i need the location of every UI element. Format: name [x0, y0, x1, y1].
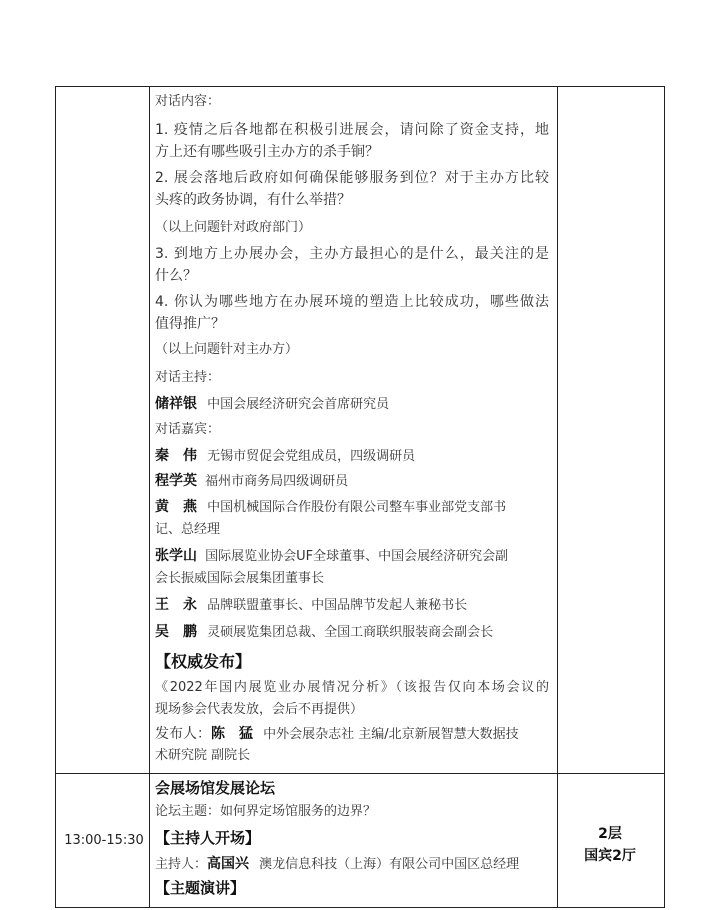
session-time: 13:00-15:30 — [64, 833, 144, 848]
guest-row — [155, 623, 493, 642]
column-divider — [557, 87, 558, 907]
guest-title: 福州市商务局四级调研员 — [205, 474, 349, 489]
host-title: 中国会展经济研究会首席研究员 — [207, 397, 390, 412]
guest-row — [155, 547, 508, 566]
publisher-label: 发布人： — [155, 726, 211, 742]
session-host-name: 高国兴 — [207, 856, 250, 872]
question-2-cont: 头疼的政务协调，有什么举措？ — [155, 192, 351, 208]
session-host-title: 澳龙信息科技（上海）有限公司中国区总经理 — [259, 857, 520, 872]
question-4-cont: 值得推广？ — [155, 316, 225, 332]
publisher-title: 中外会展杂志社 主编/北京新展智慧大数据技 — [263, 727, 519, 742]
publisher-title-cont: 术研究院 副院长 — [155, 748, 251, 763]
guest-row — [155, 472, 348, 491]
guest-name: 王 永 — [155, 597, 197, 613]
column-divider — [149, 87, 150, 907]
host-name: 储祥银 — [155, 396, 197, 412]
guest-title: 品牌联盟董事长、中国品牌节发起人兼秘书长 — [207, 598, 468, 613]
release-heading: 【权威发布】 — [155, 652, 252, 671]
venue-room: 国宾2厅 — [584, 848, 636, 864]
guest-title: 无锡市贸促会党组成员，四级调研员 — [207, 449, 416, 464]
host-label: 对话主持： — [155, 370, 221, 385]
note-government: （以上问题针对政府部门） — [155, 220, 312, 235]
dialog-label: 对话内容： — [155, 94, 221, 109]
opening-heading: 【主持人开场】 — [155, 829, 261, 847]
note-organizer: （以上问题针对主办方） — [155, 342, 299, 357]
guest-row — [155, 447, 415, 466]
guest-title: 中国机械国际合作股份有限公司整车事业部党支部书 — [207, 500, 507, 515]
schedule-table — [55, 86, 665, 908]
guests-label: 对话嘉宾： — [155, 422, 221, 437]
guest-row — [155, 596, 467, 615]
question-1: 1. 疫情之后各地都在积极引进展会，请问除了资金支持，地 — [155, 122, 549, 138]
session-host-label: 主持人： — [155, 857, 208, 872]
guest-row — [155, 498, 506, 517]
row-divider — [56, 773, 664, 774]
guest-title-cont: 会长振威国际会展集团董事长 — [155, 571, 325, 586]
question-3: 3. 到地方上办展办会，主办方最担心的是什么，最关注的是 — [155, 246, 549, 262]
publisher-row — [155, 725, 519, 744]
question-1-cont: 方上还有哪些吸引主办方的杀手锏？ — [155, 144, 379, 160]
question-2: 2. 展会落地后政府如何确保能够服务到位？对于主办方比较 — [155, 170, 549, 186]
question-4: 4. 你认为哪些地方在办展环境的塑造上比较成功，哪些做法 — [155, 294, 549, 310]
guest-title-cont: 记、总经理 — [155, 522, 221, 537]
venue-floor: 2层 — [598, 826, 622, 842]
session-host-row — [155, 855, 519, 874]
host-row — [155, 395, 389, 414]
guest-name: 张学山 — [155, 548, 197, 564]
release-line: 《2022年国内展览业办展情况分析》（该报告仅向本场会议的 — [155, 680, 549, 695]
session-theme: 论坛主题：如何界定场馆服务的边界？ — [155, 804, 377, 819]
guest-name: 黄 燕 — [155, 499, 197, 515]
guest-title: 国际展览业协会UF全球董事、中国会展经济研究会副 — [205, 549, 509, 564]
guest-name: 程学英 — [155, 473, 197, 489]
publisher-name: 陈 猛 — [211, 726, 253, 742]
question-3-cont: 什么？ — [155, 268, 197, 284]
guest-name: 吴 鹏 — [155, 624, 197, 640]
session-title: 会展场馆发展论坛 — [155, 779, 276, 797]
keynote-heading: 【主题演讲】 — [155, 879, 246, 897]
guest-title: 灵硕展览集团总裁、全国工商联织服装商会副会长 — [207, 625, 494, 640]
guest-name: 秦 伟 — [155, 448, 197, 464]
release-line-cont: 现场参会代表发放，会后不再提供） — [155, 702, 364, 717]
